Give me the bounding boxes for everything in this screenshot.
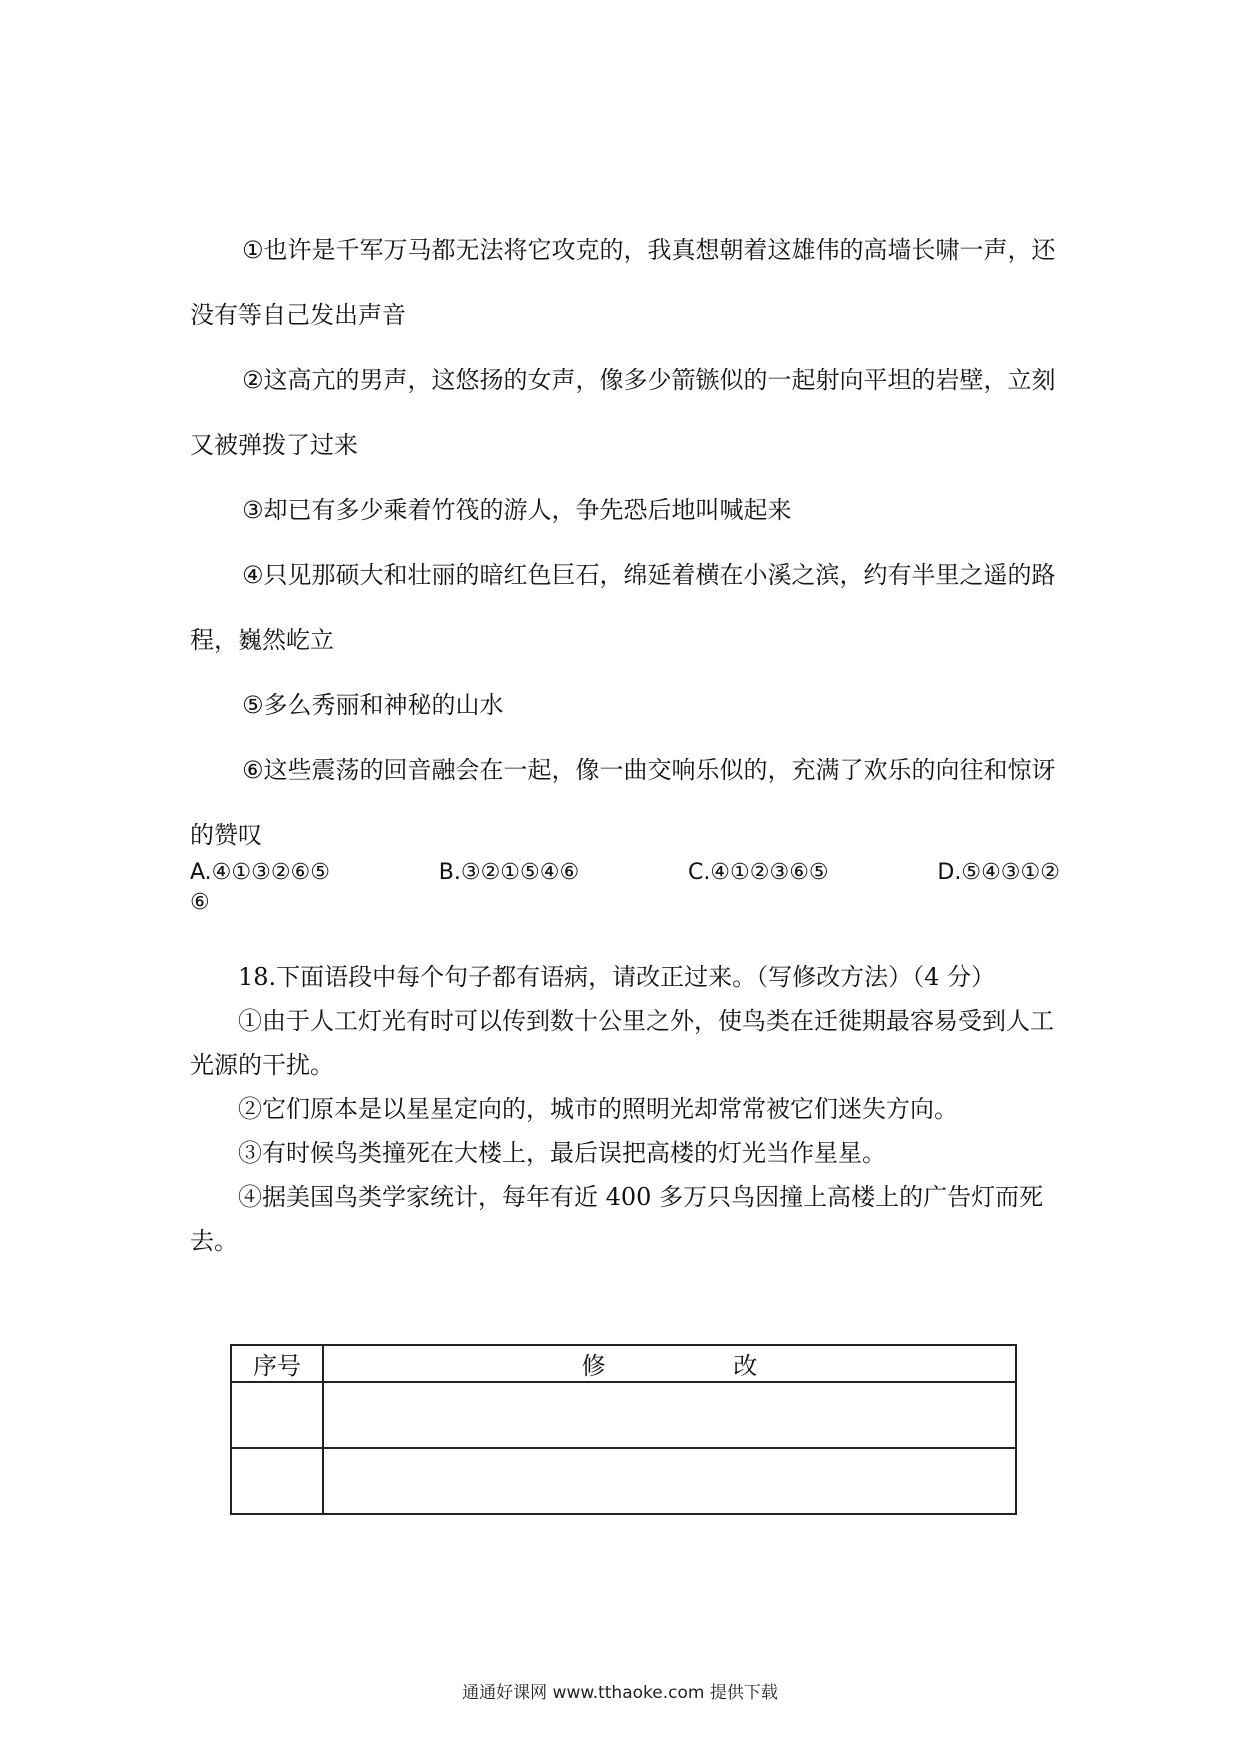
sentence-1: ①也许是千军万马都无法将它攻克的，我真想朝着这雄伟的高墙长啸一声，还没有等自己发出声音 (190, 236, 1056, 329)
sentence-3: ③却已有多少乘着竹筏的游人，争先恐后地叫喊起来 (242, 496, 792, 524)
header-edit-char-2: 改 (733, 1352, 758, 1380)
answer-table (230, 1344, 1017, 1515)
question-18-item-1: ①由于人工灯光有时可以传到数十公里之外，使鸟类在迁徙期最容易受到人工光源的干扰。 (190, 1007, 1054, 1079)
answer-table-header-row (231, 1345, 1016, 1382)
answer-table-row (231, 1382, 1016, 1448)
question-18-item-2: ②它们原本是以星星定向的，城市的照明光却常常被它们迷失方向。 (238, 1095, 958, 1123)
answer-edit-cell[interactable] (323, 1382, 1016, 1448)
question-18 (190, 955, 1060, 1263)
sentence-list (190, 218, 1060, 868)
header-edit-char-1: 修 (581, 1352, 606, 1380)
option-c: C.④①②③⑥⑤ (687, 860, 829, 885)
answer-number-cell[interactable] (231, 1382, 323, 1448)
option-b: B.③②①⑤④⑥ (438, 860, 580, 885)
header-number: 序号 (231, 1345, 323, 1382)
question-18-item-4: ④据美国鸟类学家统计，每年有近 400 多万只鸟因撞上高楼上的广告灯而死去。 (190, 1183, 1044, 1255)
answer-edit-cell[interactable] (323, 1448, 1016, 1514)
question-18-stem: 18.下面语段中每个句子都有语病，请改正过来。（写修改方法）（4 分） (238, 963, 996, 991)
answer-table-row (231, 1448, 1016, 1514)
sentence-2: ②这高亢的男声，这悠扬的女声，像多少箭镞似的一起射向平坦的岩壁，立刻又被弹拨了过来 (190, 366, 1056, 459)
answer-number-cell[interactable] (231, 1448, 323, 1514)
option-d: D.⑤④③①② (937, 860, 1060, 885)
sentence-6: ⑥这些震荡的回音融会在一起，像一曲交响乐似的，充满了欢乐的向往和惊讶的赞叹 (190, 756, 1056, 849)
header-edit (323, 1345, 1016, 1382)
question-18-item-3: ③有时候鸟类撞死在大楼上，最后误把高楼的灯光当作星星。 (238, 1139, 886, 1167)
answer-options (190, 858, 1070, 918)
option-a: A.④①③②⑥⑤ (190, 860, 330, 885)
option-d-continued: ⑥ (190, 890, 210, 915)
sentence-5: ⑤多么秀丽和神秘的山水 (242, 691, 504, 719)
sentence-4: ④只见那硕大和壮丽的暗红色巨石，绵延着横在小溪之滨，约有半里之遥的路程，巍然屹立 (190, 561, 1056, 654)
page-footer: 通通好课网 www.tthaoke.com 提供下载 (462, 1683, 778, 1703)
